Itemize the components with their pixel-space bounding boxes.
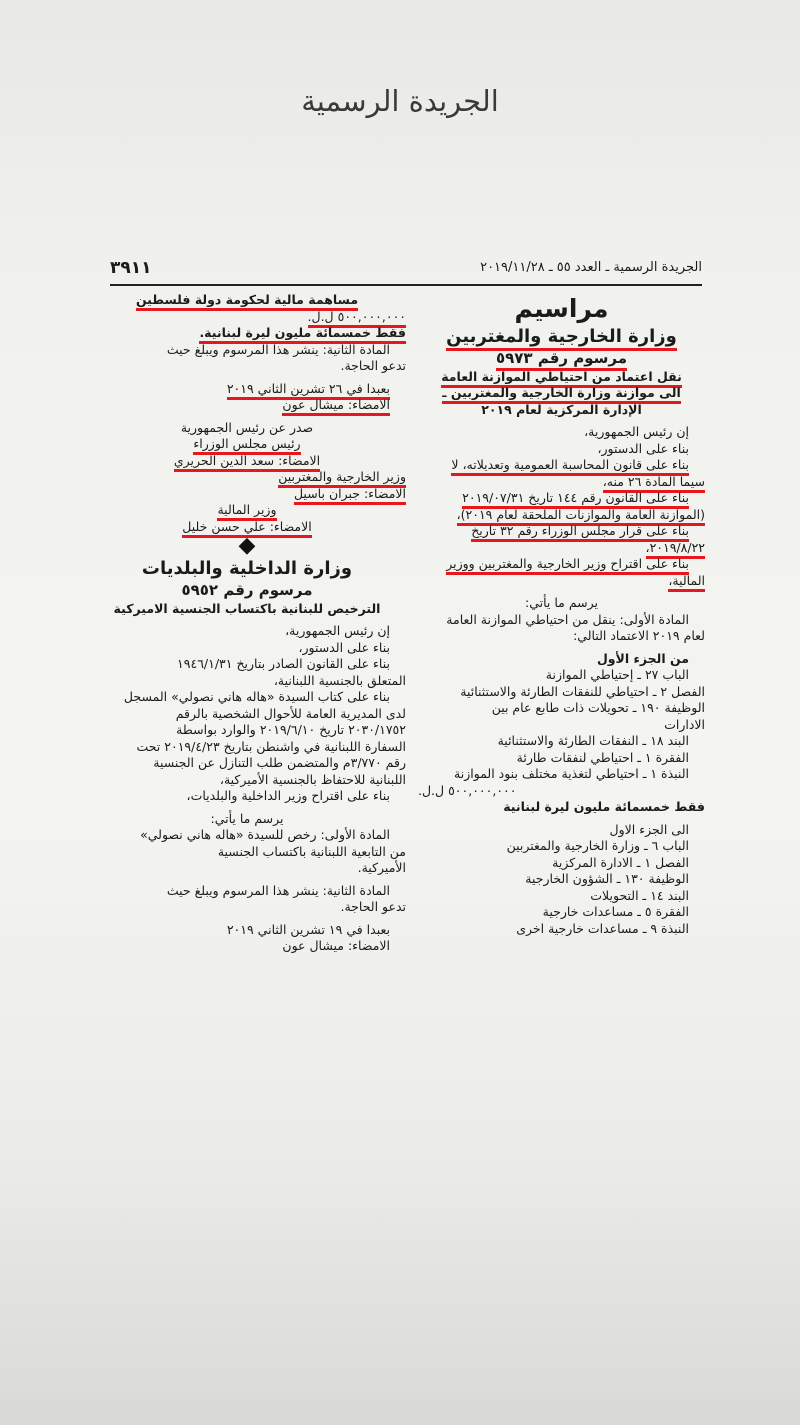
amount-words: فقط خمسمائة مليون ليرة لبنانية [503, 799, 705, 815]
decree2-preamble-line: بناء على القانون الصادر بتاريخ ١٩٤٦/١/٣١ [177, 656, 390, 672]
decree2-subject: الترخيص للبنانية باكتساب الجنسية الاميركية [113, 600, 381, 616]
decree2-preamble-line: رقم ٣/٧٧٠م والمتضمن طلب التنازل عن الجنسية [153, 755, 406, 771]
from-part-line: البند ١٨ ـ النفقات الطارئة والاستثنائية [497, 733, 689, 749]
decree2-preamble-line: بناء على كتاب السيدة «هاله هاني نصولي» المسجل [123, 689, 390, 705]
decree2-article-two-line: تدعو الحاجة. [340, 899, 406, 915]
left-column [88, 292, 406, 955]
decree2-date: بعبدا في ١٩ تشرين الثاني ٢٠١٩ [226, 921, 390, 937]
from-part-line: الوظيفة ١٩٠ ـ تحويلات ذات طابع عام بين [491, 700, 705, 716]
finance-signature: الامضاء: علي حسن خليل [182, 519, 311, 538]
preamble-line: بناء على اقتراح وزير الخارجية والمغتربين ووزير [446, 556, 689, 575]
subject-line: الإدارة المركزية لعام ٢٠١٩ [481, 401, 642, 417]
fm-signature: الامضاء: جبران باسيل [294, 486, 406, 505]
to-part-line: الفصل ١ ـ الادارة المركزية [552, 854, 689, 870]
article-one-line: لعام ٢٠١٩ الاعتماد التالي: [573, 628, 705, 644]
ministry2-title: وزارة الداخلية والبلديات [141, 558, 353, 579]
page-number: ٣٩١١ [110, 258, 152, 278]
to-part-line: البند ١٤ ـ التحويلات [590, 887, 689, 903]
pm-title: رئيس مجلس الوزراء [193, 436, 300, 455]
masthead-title: الجريدة الرسمية [301, 84, 499, 118]
decree2-preamble-line: بناء على اقتراح وزير الداخلية والبلديات، [186, 788, 390, 804]
preamble-line: سيما المادة ٢٦ منه، [603, 474, 705, 493]
article-two-line: تدعو الحاجة. [340, 358, 406, 373]
decree2-preamble-line: ٢٠٣٠/١٧٥٢ تاريخ ٢٠١٩/٦/١٠ والوارد بواسطة [176, 722, 406, 738]
subject-line: نقل اعتماد من احتياطي الموازنة العامة [441, 369, 682, 388]
subject-line: الى موازنة وزارة الخارجية والمغتربين ـ [442, 385, 681, 404]
decree2-article-one-line: الأميركية. [357, 860, 406, 876]
finance-title: وزير المالية [217, 502, 276, 521]
decree2-heading: يرسم ما يأتي: [210, 810, 284, 826]
ministry-title: وزارة الخارجية والمغتربين [446, 326, 677, 351]
decree2-article-one-line: من التابعية اللبنانية باكتساب الجنسية [217, 843, 406, 859]
decree2-article-two-line: المادة الثانية: ينشر هذا المرسوم ويبلغ حيث [166, 882, 390, 898]
to-part-line: الباب ٦ ـ وزارة الخارجية والمغتربين [506, 838, 689, 854]
preamble-line: بناء على القانون رقم ١٤٤ تاريخ ٢٠١٩/٠٧/٣١ [462, 490, 689, 509]
from-part-line: الباب ٢٧ ـ إحتياطي الموازنة [545, 667, 689, 683]
decree2-signature: الامضاء: ميشال عون [282, 938, 390, 954]
preamble-line: ٢٠١٩/٨/٢٢، [646, 540, 705, 559]
to-part-line: الفقرة ٥ ـ مساعدات خارجية [542, 904, 689, 920]
article-two-line: المادة الثانية: ينشر هذا المرسوم ويبلغ حيث [166, 341, 390, 357]
article-one-line: المادة الأولى: ينقل من احتياطي الموازنة العامة [446, 611, 689, 627]
preamble-line: بناء على قرار مجلس الوزراء رقم ٣٢ تاريخ [471, 523, 689, 542]
preamble-line: بناء على الدستور، [597, 440, 689, 456]
to-part-line: الى الجزء الاول [609, 821, 689, 837]
issued-by: صدر عن رئيس الجمهورية [180, 419, 314, 435]
preamble-line: (الموازنة العامة والموازنات الملحقة لعام ٢٠١٩)، [457, 507, 705, 526]
decree2-preamble-line: المتعلق بالجنسية اللبنانية، [273, 672, 406, 688]
decree2-preamble-line: اللبنانية للاحتفاظ بالجنسية الأميركية، [219, 771, 406, 787]
issue-info: الجريدة الرسمية ـ العدد ٥٥ ـ ٢٠١٩/١١/٢٨ [480, 260, 702, 275]
section-divider-icon: ◆ [238, 533, 256, 558]
preamble-line: المالية، [668, 573, 705, 592]
contribution-line: مساهمة مالية لحكومة دولة فلسطين [136, 292, 358, 311]
preamble-line: إن رئيس الجمهورية، [584, 424, 689, 440]
to-part-line: الوظيفة ١٣٠ ـ الشؤون الخارجية [525, 871, 689, 887]
amount-words: فقط خمسمائة مليون ليرة لبنانية. [199, 325, 406, 344]
from-part-line: الادارات [664, 716, 705, 732]
header-rule [110, 284, 702, 286]
right-column [418, 292, 705, 937]
from-part-line: من الجزء الأول [596, 650, 689, 666]
decree2-preamble-line: لدى المديرية العامة للأحوال الشخصية بالرقم [175, 705, 406, 721]
decrees-heading: يرسم ما يأتي: [524, 595, 599, 611]
amount-line: ٥٠٠,٠٠٠,٠٠٠ ل.ل. [308, 309, 406, 328]
from-part-line: الفصل ٢ ـ احتياطي للنفقات الطارئة والاستثنائية [460, 683, 705, 699]
decree2-number: مرسوم رقم ٥٩٥٢ [181, 580, 313, 599]
date-line: بعبدا في ٢٦ تشرين الثاني ٢٠١٩ [227, 381, 390, 400]
decree2-preamble-line: بناء على الدستور، [298, 639, 390, 655]
decree2-preamble-line: إن رئيس الجمهورية، [285, 623, 390, 639]
decree-number: مرسوم رقم ٥٩٧٣ [496, 349, 627, 371]
section-title: مراسيم [514, 294, 609, 323]
running-header [110, 258, 702, 280]
pm-signature: الامضاء: سعد الدين الحريري [174, 453, 320, 472]
decree2-preamble-line: السفارة اللبنانية في واشنطن بتاريخ ٢٠١٩/٤/٢٣ تحت [136, 738, 406, 754]
fm-title: وزير الخارجية والمغتربين [278, 469, 406, 488]
preamble-line: بناء على قانون المحاسبة العمومية وتعديلاته، لا [451, 457, 689, 476]
from-part-line: الفقرة ١ ـ احتياطي لنفقات طارئة [516, 749, 689, 765]
decree2-article-one-line: المادة الأولى: رخص للسيدة «هاله هاني نصولي» [140, 827, 390, 843]
from-part-line: النبذة ١ ـ احتياطي لتغذية مختلف بنود الموازنة [454, 766, 689, 782]
president-signature: الامضاء: ميشال عون [282, 397, 390, 416]
to-part-line: النبذة ٩ ـ مساعدات خارجية اخرى [516, 920, 689, 936]
amount-line: ٥٠٠,٠٠٠,٠٠٠ ل.ل. [418, 782, 517, 798]
